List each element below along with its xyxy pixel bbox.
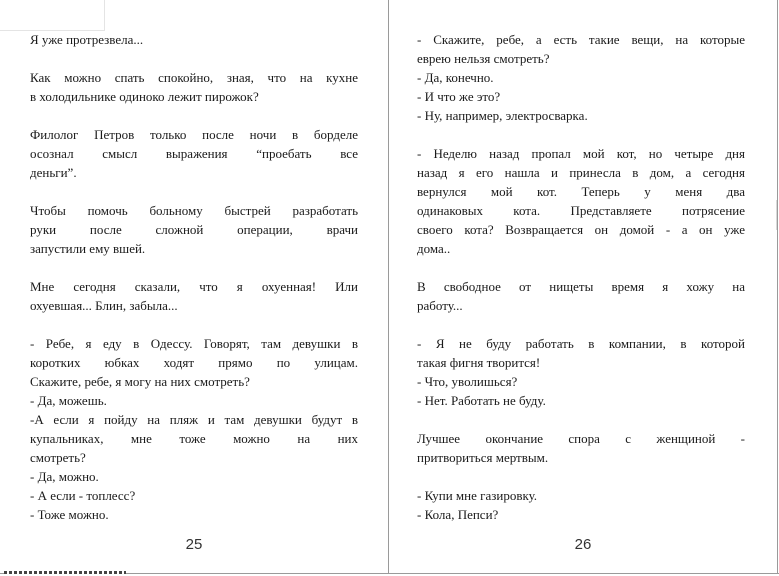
page-number: 26 [574,536,592,553]
text-line: работу... [417,298,463,313]
text-line: - Я не буду работать в компании, в которой [417,336,745,351]
paragraph [30,334,358,524]
text-line: запустили ему вшей. [30,241,146,256]
page-corner-mark [0,0,105,31]
text-line: Филолог Петров только после ночи в борделе [30,127,358,142]
text-line: купальниках, мне тоже можно на них [30,431,358,446]
page-number: 25 [185,536,203,553]
left-page [0,0,389,573]
text-line: коротких юбках ходят прямо по улицам. [30,355,358,370]
paragraph [30,125,358,182]
text-line: Я уже протрезвела... [30,32,144,47]
text-line: охуевшая... Блин, забыла... [30,298,178,313]
paragraph [417,277,745,315]
text-line: - Ну, например, электросварка. [417,108,588,123]
text-line: Мне сегодня сказали, что я охуенная! Или [30,279,358,294]
text-line: - Да, можно. [30,469,99,484]
text-line: осознал смысл выражения “проебать все [30,146,358,161]
text-line: одинаковых кота. Представляете потрясение [417,203,745,218]
paragraph [30,30,358,49]
text-line: - Да, конечно. [417,70,494,85]
text-line: назад я его нашла и принесла в дом, а сегодня [417,165,745,180]
text-line: - Купи мне газировку. [417,488,538,503]
text-line: - Да, можешь. [30,393,107,408]
text-line: дома.. [417,241,451,256]
text-line: В свободное от нищеты время я хожу на [417,279,745,294]
paragraph [417,334,745,410]
page-edge-mark [776,200,777,230]
right-page-text [417,30,745,543]
cut-off-text-fragment [4,571,126,574]
paragraph [417,144,745,258]
paragraph [30,201,358,258]
left-page-text [30,30,358,543]
text-line: - Нет. Работать не буду. [417,393,546,408]
right-page [389,0,778,573]
text-line: смотреть? [30,450,86,465]
paragraph [417,486,745,524]
paragraph [417,429,745,467]
paragraph [30,277,358,315]
text-line: вернулся мой кот. Теперь у меня два [417,184,745,199]
text-line: Лучшее окончание спора с женщиной - [417,431,745,446]
text-line: - Что, уволишься? [417,374,518,389]
text-line: в холодильнике одиноко лежит пирожок? [30,89,259,104]
text-line: такая фигня творится! [417,355,541,370]
paragraph [30,68,358,106]
text-line: -А если я пойду на пляж и там девушки будут в [30,412,358,427]
paragraph [417,30,745,125]
text-line: руки после сложной операции, врачи [30,222,358,237]
text-line: притвориться мертвым. [417,450,549,465]
text-line: Скажите, ребе, я могу на них смотреть? [30,374,250,389]
text-line: - И что же это? [417,89,501,104]
text-line: - Ребе, я еду в Одессу. Говорят, там девушки в [30,336,358,351]
text-line: - Скажите, ребе, а есть такие вещи, на которые [417,32,745,47]
text-line: деньги”. [30,165,77,180]
text-line: - Кола, Пепси? [417,507,499,522]
text-line: - Неделю назад пропал мой кот, но четыре дня [417,146,745,161]
text-line: Как можно спать спокойно, зная, что на кухне [30,70,358,85]
text-line: своего кота? Возвращается он домой - а он уже [417,222,745,237]
text-line: - Тоже можно. [30,507,109,522]
text-line: Чтобы помочь больному быстрей разработать [30,203,358,218]
text-line: - А если - топлесс? [30,488,136,503]
text-line: еврею нельзя смотреть? [417,51,550,66]
